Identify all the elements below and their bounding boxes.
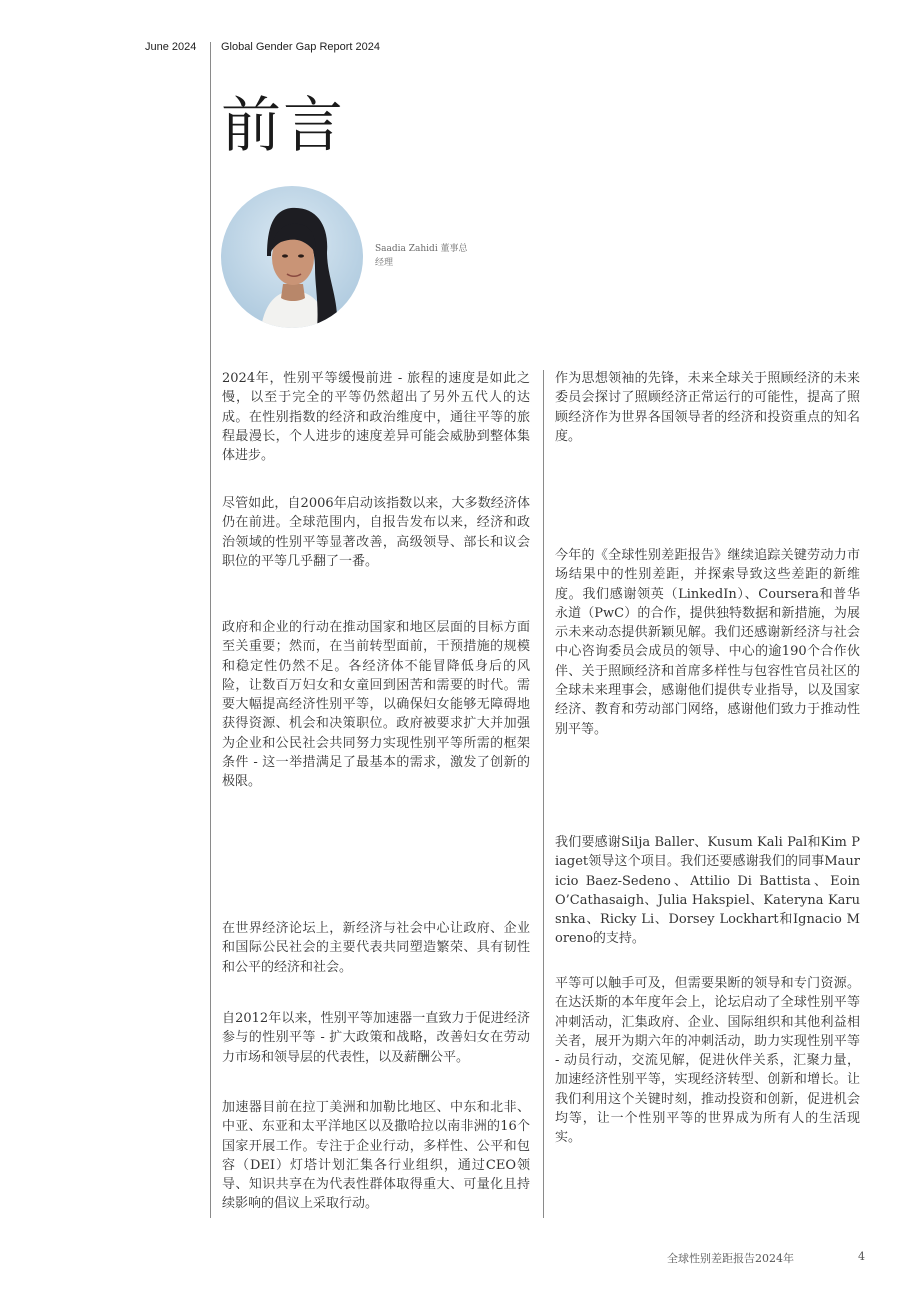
header-report-title: Global Gender Gap Report 2024 — [221, 41, 380, 53]
right-paragraph-2: 今年的《全球性别差距报告》继续追踪关键劳动力市场结果中的性别差距，并探索导致这些差距的新维度。我们感谢领英（LinkedIn）、Coursera和普华永道（PwC）的合作，提供独特数据和新措施，为展示未来动态提供新颖见解。我们还感谢新经济与社会中心咨询委员会成员的领导、中心的逾190个合作伙伴、关于照顾经济和首席多样性与包容性官员社区的全球未来理事会，感谢他们提供专业指导，以及国家经济、教育和劳动部门网络，感谢他们致力于推动性别平等。 — [555, 548, 860, 737]
header-date: June 2024 — [145, 41, 197, 53]
left-paragraph-6: 加速器目前在拉丁美洲和加勒比地区、中东和北非、中亚、东亚和太平洋地区以及撒哈拉以南非洲的16个国家开展工作。专注于企业行动，多样性、公平和包容（DEI）灯塔计划汇集各行业组织，通过CEO领导、知识共享在为代表性群体取得重大、可量化且持续影响的倡议上采取行动。 — [222, 1100, 530, 1212]
left-paragraph-2: 尽管如此，自2006年启动该指数以来，大多数经济体仍在前进。全球范围内，自报告发布以来，经济和政治领域的性别平等显著改善，高级领导、部长和议会职位的平等几乎翻了一番。 — [222, 496, 530, 569]
left-paragraph-4: 在世界经济论坛上，新经济与社会中心让政府、企业和国际公民社会的主要代表共同塑造繁荣、具有韧性和公平的经济和社会。 — [222, 921, 530, 975]
left-paragraph-3: 政府和企业的行动在推动国家和地区层面的目标方面至关重要；然而，在当前转型面前，干预措施的规模和稳定性仍然不足。各经济体不能冒降低身后的风险，让数百万妇女和女童回到困苦和需要的时代。需要大幅提高经济性别平等，以确保妇女能够无障碍地获得资源、机会和决策职位。政府被要求扩大并加强为企业和公民社会共同努力实现性别平等所需的框架条件 - 这一举措满足了最基本的需求，激发了创新的极限。 — [222, 620, 530, 790]
left-margin-rule — [210, 42, 211, 1218]
footer-title: 全球性别差距报告2024年 — [667, 1252, 794, 1265]
right-paragraph-1: 作为思想领袖的先锋，未来全球关于照顾经济的未来委员会探讨了照顾经济正常运行的可能性，提高了照顾经济作为世界各国领导者的经济和投资重点的知名度。 — [555, 371, 860, 444]
page-number: 4 — [858, 1250, 865, 1263]
author-portrait — [221, 186, 363, 328]
right-paragraph-3: 我们要感谢Silja Baller、Kusum Kali Pal和Kim Piaget领导这个项目。我们还要感谢我们的同事Mauricio Baez-Sedeno、Attilio Di Battista、Eoin O’Cathasaigh、Julia Hakspiel、Kateryna Karusnka、Ricky Li、Dorsey Lockhart和Ignacio Moreno的支持。 — [555, 835, 860, 947]
column-divider-rule — [543, 370, 544, 1218]
author-caption: Saadia Zahidi 董事总经理 — [375, 244, 468, 268]
right-paragraph-4: 平等可以触手可及，但需要果断的领导和专门资源。在达沃斯的本年度年会上，论坛启动了全球性别平等冲刺活动，汇集政府、企业、国际组织和其他利益相关者，展开为期六年的冲刺活动，助力实现性别平等 - 动员行动，交流见解，促进伙伴关系，汇聚力量，加速经济性别平等，实现经济转型、创新和增长。让我们利用这个关键时刻，推动投资和创新，促进机会均等，让一个性别平等的世界成为所有人的生活现实。 — [555, 976, 860, 1146]
left-paragraph-1: 2024年，性别平等缓慢前进 - 旅程的速度是如此之慢，以至于完全的平等仍然超出了另外五代人的达成。在性别指数的经济和政治维度中，通往平等的旅程最漫长，个人进步的速度差异可能会威胁到整体集体进步。 — [222, 371, 530, 464]
left-paragraph-5: 自2012年以来，性别平等加速器一直致力于促进经济参与的性别平等 - 扩大政策和战略，改善妇女在劳动力市场和领导层的代表性，以及薪酬公平。 — [222, 1011, 530, 1065]
page-title: 前言 — [221, 91, 345, 161]
